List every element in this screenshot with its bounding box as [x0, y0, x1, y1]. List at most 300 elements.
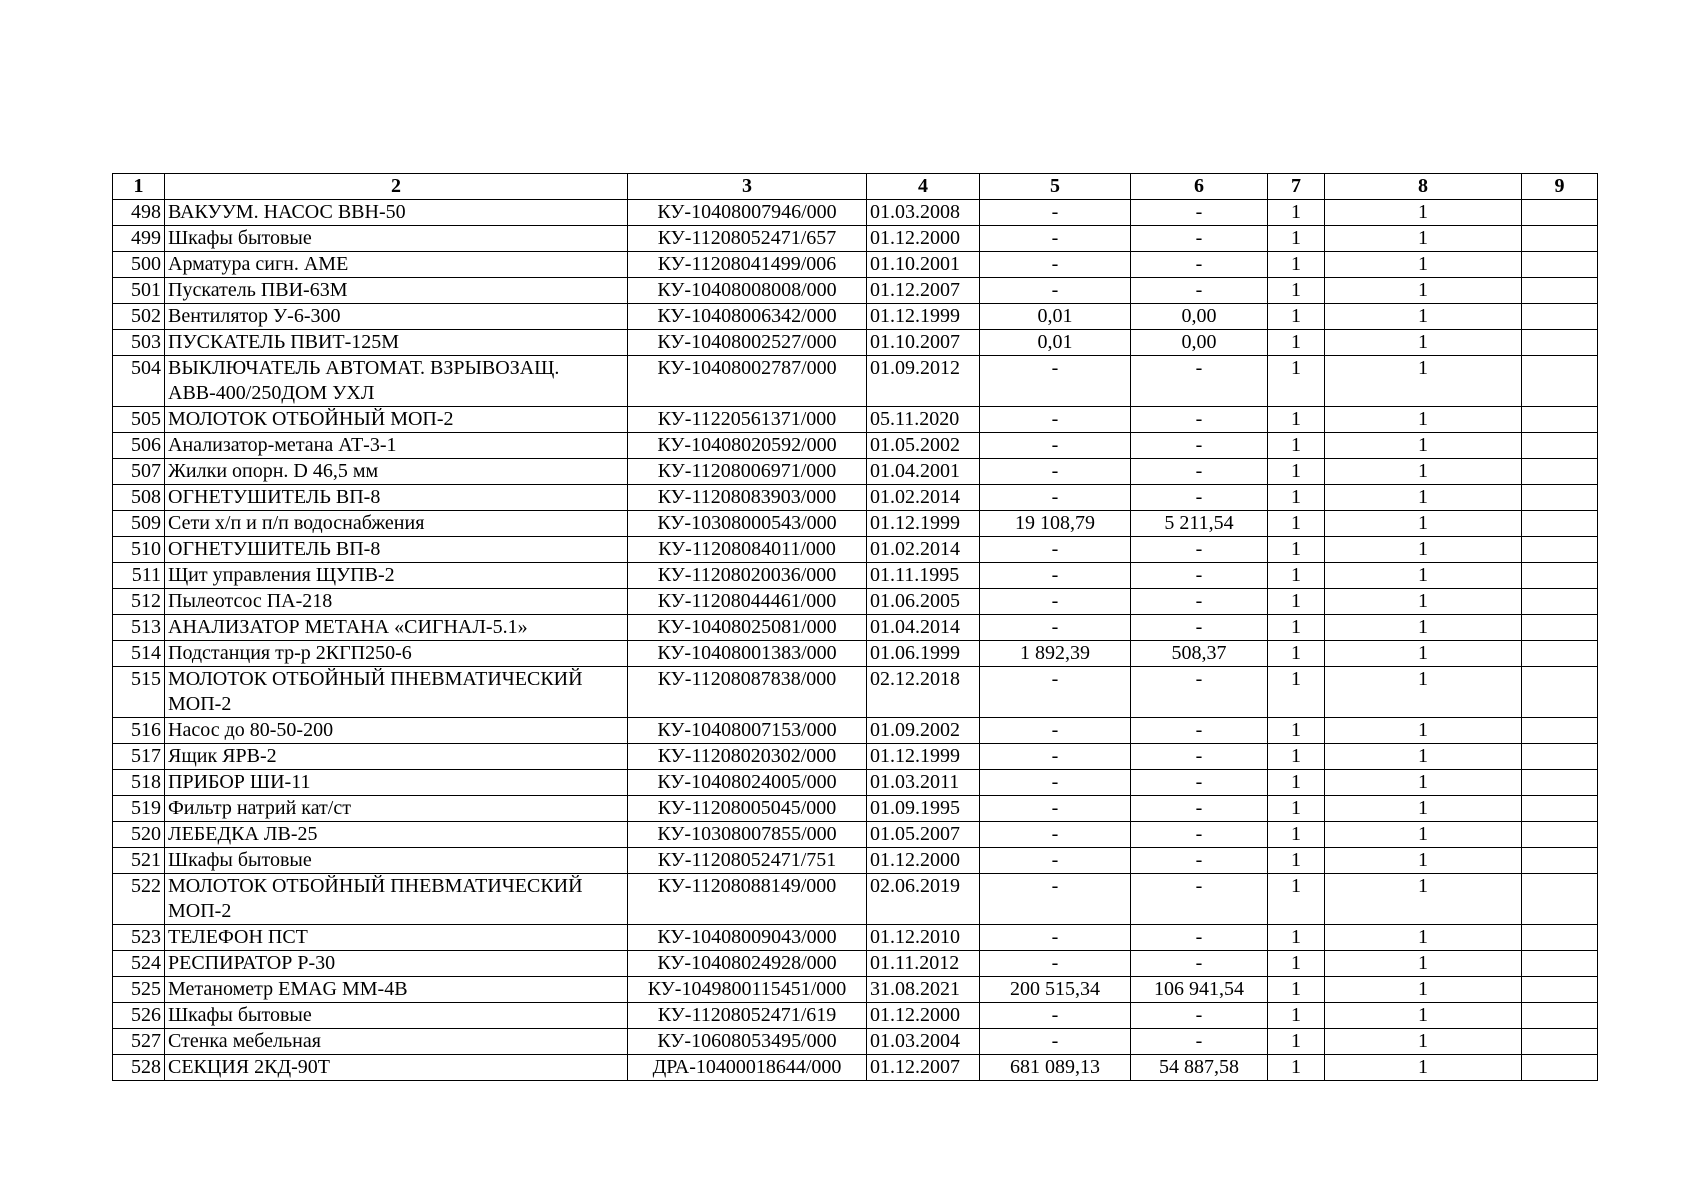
table-row	[113, 278, 1598, 304]
date-cell: 31.08.2021	[867, 977, 980, 1003]
value-col6-cell: -	[1131, 589, 1268, 615]
item-name-cell: Фильтр натрий кат/ст	[165, 796, 628, 822]
item-name-cell: ПРИБОР ШИ-11	[165, 770, 628, 796]
quantity-col7-cell: 1	[1268, 563, 1325, 589]
row-number-cell: 516	[113, 718, 165, 744]
value-col6-cell: -	[1131, 848, 1268, 874]
note-col9-cell	[1522, 278, 1598, 304]
asset-register-table	[112, 173, 1598, 1081]
table-row	[113, 744, 1598, 770]
value-col5-cell: 1 892,39	[980, 641, 1131, 667]
table-row	[113, 252, 1598, 278]
row-number-cell: 518	[113, 770, 165, 796]
table-row	[113, 537, 1598, 563]
row-number-cell: 507	[113, 459, 165, 485]
note-col9-cell	[1522, 925, 1598, 951]
value-col5-cell: -	[980, 667, 1131, 718]
value-col5-cell: -	[980, 589, 1131, 615]
value-col5-cell: -	[980, 744, 1131, 770]
value-col5-cell: 19 108,79	[980, 511, 1131, 537]
inventory-code-cell: КУ-11208020036/000	[628, 563, 867, 589]
column-header: 1	[113, 174, 165, 200]
date-cell: 01.09.2012	[867, 356, 980, 407]
row-number-cell: 502	[113, 304, 165, 330]
item-name-cell: Шкафы бытовые	[165, 1003, 628, 1029]
item-name-cell: ТЕЛЕФОН ПСТ	[165, 925, 628, 951]
item-name-cell: Сети х/п и п/п водоснабжения	[165, 511, 628, 537]
note-col9-cell	[1522, 330, 1598, 356]
value-col6-cell: -	[1131, 485, 1268, 511]
note-col9-cell	[1522, 951, 1598, 977]
value-col5-cell: -	[980, 537, 1131, 563]
quantity-col8-cell: 1	[1325, 822, 1522, 848]
date-cell: 01.03.2004	[867, 1029, 980, 1055]
quantity-col7-cell: 1	[1268, 226, 1325, 252]
item-name-cell: Жилки опорн. D 46,5 мм	[165, 459, 628, 485]
inventory-code-cell: КУ-10408009043/000	[628, 925, 867, 951]
quantity-col7-cell: 1	[1268, 1055, 1325, 1081]
inventory-code-cell: КУ-11208020302/000	[628, 744, 867, 770]
row-number-cell: 527	[113, 1029, 165, 1055]
value-col5-cell: -	[980, 252, 1131, 278]
value-col5-cell: -	[980, 925, 1131, 951]
table-row	[113, 485, 1598, 511]
quantity-col8-cell: 1	[1325, 278, 1522, 304]
item-name-cell: Ящик ЯРВ-2	[165, 744, 628, 770]
quantity-col7-cell: 1	[1268, 796, 1325, 822]
value-col5-cell: 0,01	[980, 304, 1131, 330]
date-cell: 05.11.2020	[867, 407, 980, 433]
inventory-code-cell: КУ-11208088149/000	[628, 874, 867, 925]
note-col9-cell	[1522, 641, 1598, 667]
table-body	[113, 200, 1598, 1081]
date-cell: 01.06.1999	[867, 641, 980, 667]
inventory-code-cell: КУ-11208087838/000	[628, 667, 867, 718]
quantity-col8-cell: 1	[1325, 667, 1522, 718]
note-col9-cell	[1522, 848, 1598, 874]
date-cell: 01.04.2001	[867, 459, 980, 485]
value-col5-cell: -	[980, 718, 1131, 744]
value-col6-cell: 508,37	[1131, 641, 1268, 667]
item-name-cell: Пускатель ПВИ-63М	[165, 278, 628, 304]
value-col6-cell: -	[1131, 718, 1268, 744]
date-cell: 01.12.1999	[867, 304, 980, 330]
table-row	[113, 200, 1598, 226]
quantity-col7-cell: 1	[1268, 200, 1325, 226]
quantity-col8-cell: 1	[1325, 537, 1522, 563]
quantity-col8-cell: 1	[1325, 563, 1522, 589]
value-col6-cell: 0,00	[1131, 304, 1268, 330]
value-col6-cell: -	[1131, 226, 1268, 252]
value-col6-cell: -	[1131, 822, 1268, 848]
quantity-col8-cell: 1	[1325, 459, 1522, 485]
row-number-cell: 511	[113, 563, 165, 589]
note-col9-cell	[1522, 356, 1598, 407]
value-col6-cell: -	[1131, 770, 1268, 796]
quantity-col8-cell: 1	[1325, 589, 1522, 615]
row-number-cell: 526	[113, 1003, 165, 1029]
value-col6-cell: -	[1131, 925, 1268, 951]
date-cell: 01.11.1995	[867, 563, 980, 589]
column-header: 6	[1131, 174, 1268, 200]
value-col5-cell: -	[980, 770, 1131, 796]
table-row	[113, 874, 1598, 925]
date-cell: 01.12.1999	[867, 511, 980, 537]
inventory-code-cell: КУ-11220561371/000	[628, 407, 867, 433]
quantity-col8-cell: 1	[1325, 356, 1522, 407]
value-col6-cell: 5 211,54	[1131, 511, 1268, 537]
item-name-cell: ВАКУУМ. НАСОС ВВН-50	[165, 200, 628, 226]
date-cell: 01.10.2001	[867, 252, 980, 278]
table-row	[113, 848, 1598, 874]
quantity-col8-cell: 1	[1325, 330, 1522, 356]
row-number-cell: 504	[113, 356, 165, 407]
value-col6-cell: -	[1131, 433, 1268, 459]
note-col9-cell	[1522, 485, 1598, 511]
quantity-col7-cell: 1	[1268, 278, 1325, 304]
value-col5-cell: -	[980, 226, 1131, 252]
row-number-cell: 524	[113, 951, 165, 977]
table-row	[113, 330, 1598, 356]
value-col5-cell: 681 089,13	[980, 1055, 1131, 1081]
quantity-col8-cell: 1	[1325, 252, 1522, 278]
inventory-code-cell: КУ-10408002787/000	[628, 356, 867, 407]
value-col5-cell: -	[980, 485, 1131, 511]
value-col5-cell: -	[980, 615, 1131, 641]
row-number-cell: 521	[113, 848, 165, 874]
quantity-col7-cell: 1	[1268, 1003, 1325, 1029]
column-header: 4	[867, 174, 980, 200]
value-col5-cell: -	[980, 278, 1131, 304]
date-cell: 01.03.2011	[867, 770, 980, 796]
table-row	[113, 563, 1598, 589]
row-number-cell: 517	[113, 744, 165, 770]
table-row	[113, 925, 1598, 951]
value-col5-cell: -	[980, 796, 1131, 822]
value-col6-cell: -	[1131, 1029, 1268, 1055]
note-col9-cell	[1522, 200, 1598, 226]
quantity-col7-cell: 1	[1268, 667, 1325, 718]
table-row	[113, 459, 1598, 485]
table-row	[113, 589, 1598, 615]
table-row	[113, 356, 1598, 407]
row-number-cell: 528	[113, 1055, 165, 1081]
date-cell: 01.12.2010	[867, 925, 980, 951]
note-col9-cell	[1522, 1003, 1598, 1029]
date-cell: 01.03.2008	[867, 200, 980, 226]
note-col9-cell	[1522, 822, 1598, 848]
quantity-col7-cell: 1	[1268, 977, 1325, 1003]
value-col6-cell: 106 941,54	[1131, 977, 1268, 1003]
inventory-code-cell: КУ-10408025081/000	[628, 615, 867, 641]
value-col5-cell: 0,01	[980, 330, 1131, 356]
row-number-cell: 512	[113, 589, 165, 615]
inventory-code-cell: КУ-11208052471/657	[628, 226, 867, 252]
value-col5-cell: -	[980, 433, 1131, 459]
inventory-code-cell: КУ-10408007946/000	[628, 200, 867, 226]
value-col5-cell: -	[980, 1003, 1131, 1029]
date-cell: 02.06.2019	[867, 874, 980, 925]
quantity-col8-cell: 1	[1325, 1029, 1522, 1055]
date-cell: 01.12.2007	[867, 278, 980, 304]
column-header: 9	[1522, 174, 1598, 200]
quantity-col8-cell: 1	[1325, 977, 1522, 1003]
item-name-cell: РЕСПИРАТОР Р-30	[165, 951, 628, 977]
table-row	[113, 511, 1598, 537]
value-col5-cell: -	[980, 822, 1131, 848]
quantity-col8-cell: 1	[1325, 848, 1522, 874]
note-col9-cell	[1522, 770, 1598, 796]
table-row	[113, 822, 1598, 848]
value-col5-cell: -	[980, 1029, 1131, 1055]
quantity-col8-cell: 1	[1325, 485, 1522, 511]
note-col9-cell	[1522, 407, 1598, 433]
date-cell: 01.09.1995	[867, 796, 980, 822]
item-name-cell: Арматура сигн. АМЕ	[165, 252, 628, 278]
date-cell: 01.12.2000	[867, 226, 980, 252]
inventory-code-cell: КУ-10408001383/000	[628, 641, 867, 667]
date-cell: 01.10.2007	[867, 330, 980, 356]
note-col9-cell	[1522, 1029, 1598, 1055]
table-row	[113, 667, 1598, 718]
document-page	[112, 173, 1597, 1081]
note-col9-cell	[1522, 537, 1598, 563]
quantity-col7-cell: 1	[1268, 874, 1325, 925]
table-row	[113, 718, 1598, 744]
row-number-cell: 505	[113, 407, 165, 433]
date-cell: 01.12.2000	[867, 1003, 980, 1029]
quantity-col7-cell: 1	[1268, 848, 1325, 874]
row-number-cell: 503	[113, 330, 165, 356]
quantity-col7-cell: 1	[1268, 925, 1325, 951]
quantity-col8-cell: 1	[1325, 1003, 1522, 1029]
quantity-col8-cell: 1	[1325, 511, 1522, 537]
inventory-code-cell: КУ-11208052471/751	[628, 848, 867, 874]
quantity-col7-cell: 1	[1268, 459, 1325, 485]
quantity-col7-cell: 1	[1268, 641, 1325, 667]
date-cell: 01.05.2007	[867, 822, 980, 848]
item-name-cell: Подстанция тр-р 2КГП250-6	[165, 641, 628, 667]
row-number-cell: 519	[113, 796, 165, 822]
note-col9-cell	[1522, 459, 1598, 485]
inventory-code-cell: ДРА-10400018644/000	[628, 1055, 867, 1081]
date-cell: 01.06.2005	[867, 589, 980, 615]
quantity-col8-cell: 1	[1325, 951, 1522, 977]
quantity-col7-cell: 1	[1268, 718, 1325, 744]
quantity-col7-cell: 1	[1268, 330, 1325, 356]
quantity-col8-cell: 1	[1325, 433, 1522, 459]
quantity-col7-cell: 1	[1268, 252, 1325, 278]
note-col9-cell	[1522, 589, 1598, 615]
row-number-cell: 510	[113, 537, 165, 563]
item-name-cell: Щит управления ЩУПВ-2	[165, 563, 628, 589]
quantity-col8-cell: 1	[1325, 744, 1522, 770]
table-row	[113, 796, 1598, 822]
inventory-code-cell: КУ-10608053495/000	[628, 1029, 867, 1055]
inventory-code-cell: КУ-11208083903/000	[628, 485, 867, 511]
inventory-code-cell: КУ-10408007153/000	[628, 718, 867, 744]
value-col6-cell: -	[1131, 744, 1268, 770]
date-cell: 01.05.2002	[867, 433, 980, 459]
value-col6-cell: -	[1131, 459, 1268, 485]
table-row	[113, 641, 1598, 667]
item-name-cell: Пылеотсос ПА-218	[165, 589, 628, 615]
row-number-cell: 514	[113, 641, 165, 667]
value-col5-cell: -	[980, 200, 1131, 226]
quantity-col8-cell: 1	[1325, 770, 1522, 796]
value-col6-cell: -	[1131, 667, 1268, 718]
note-col9-cell	[1522, 433, 1598, 459]
value-col6-cell: -	[1131, 1003, 1268, 1029]
item-name-cell: МОЛОТОК ОТБОЙНЫЙ МОП-2	[165, 407, 628, 433]
item-name-cell: Вентилятор У-6-300	[165, 304, 628, 330]
row-number-cell: 515	[113, 667, 165, 718]
header-row	[113, 174, 1598, 200]
inventory-code-cell: КУ-11208041499/006	[628, 252, 867, 278]
item-name-cell: АНАЛИЗАТОР МЕТАНА «СИГНАЛ-5.1»	[165, 615, 628, 641]
inventory-code-cell: КУ-10408006342/000	[628, 304, 867, 330]
inventory-code-cell: КУ-11208044461/000	[628, 589, 867, 615]
row-number-cell: 522	[113, 874, 165, 925]
table-row	[113, 615, 1598, 641]
inventory-code-cell: КУ-10308000543/000	[628, 511, 867, 537]
item-name-cell: Шкафы бытовые	[165, 848, 628, 874]
quantity-col8-cell: 1	[1325, 874, 1522, 925]
value-col5-cell: -	[980, 356, 1131, 407]
column-header: 2	[165, 174, 628, 200]
note-col9-cell	[1522, 744, 1598, 770]
value-col6-cell: -	[1131, 537, 1268, 563]
row-number-cell: 499	[113, 226, 165, 252]
note-col9-cell	[1522, 977, 1598, 1003]
quantity-col7-cell: 1	[1268, 770, 1325, 796]
date-cell: 01.12.1999	[867, 744, 980, 770]
value-col6-cell: -	[1131, 615, 1268, 641]
value-col6-cell: 0,00	[1131, 330, 1268, 356]
date-cell: 01.04.2014	[867, 615, 980, 641]
inventory-code-cell: КУ-10408020592/000	[628, 433, 867, 459]
quantity-col7-cell: 1	[1268, 589, 1325, 615]
table-row	[113, 977, 1598, 1003]
date-cell: 01.09.2002	[867, 718, 980, 744]
quantity-col8-cell: 1	[1325, 641, 1522, 667]
item-name-cell: МОЛОТОК ОТБОЙНЫЙ ПНЕВМАТИЧЕСКИЙ МОП-2	[165, 874, 628, 925]
item-name-cell: Насос до 80-50-200	[165, 718, 628, 744]
value-col6-cell: -	[1131, 278, 1268, 304]
value-col5-cell: -	[980, 563, 1131, 589]
value-col6-cell: -	[1131, 356, 1268, 407]
inventory-code-cell: КУ-1049800115451/000	[628, 977, 867, 1003]
inventory-code-cell: КУ-11208005045/000	[628, 796, 867, 822]
quantity-col7-cell: 1	[1268, 407, 1325, 433]
column-header: 7	[1268, 174, 1325, 200]
table-row	[113, 1003, 1598, 1029]
quantity-col7-cell: 1	[1268, 356, 1325, 407]
item-name-cell: ОГНЕТУШИТЕЛЬ ВП-8	[165, 485, 628, 511]
value-col5-cell: -	[980, 848, 1131, 874]
value-col5-cell: -	[980, 459, 1131, 485]
column-header: 3	[628, 174, 867, 200]
date-cell: 01.12.2000	[867, 848, 980, 874]
table-row	[113, 1029, 1598, 1055]
item-name-cell: ВЫКЛЮЧАТЕЛЬ АВТОМАТ. ВЗРЫВОЗАЩ. АВВ-400/250ДОМ УХЛ	[165, 356, 628, 407]
column-header: 5	[980, 174, 1131, 200]
item-name-cell: МОЛОТОК ОТБОЙНЫЙ ПНЕВМАТИЧЕСКИЙ МОП-2	[165, 667, 628, 718]
quantity-col7-cell: 1	[1268, 951, 1325, 977]
quantity-col8-cell: 1	[1325, 304, 1522, 330]
table-row	[113, 951, 1598, 977]
item-name-cell: ЛЕБЕДКА ЛВ-25	[165, 822, 628, 848]
value-col6-cell: -	[1131, 252, 1268, 278]
column-header: 8	[1325, 174, 1522, 200]
note-col9-cell	[1522, 718, 1598, 744]
inventory-code-cell: КУ-10408008008/000	[628, 278, 867, 304]
value-col6-cell: -	[1131, 200, 1268, 226]
row-number-cell: 500	[113, 252, 165, 278]
quantity-col8-cell: 1	[1325, 615, 1522, 641]
date-cell: 01.02.2014	[867, 537, 980, 563]
quantity-col8-cell: 1	[1325, 925, 1522, 951]
quantity-col7-cell: 1	[1268, 615, 1325, 641]
note-col9-cell	[1522, 252, 1598, 278]
table-row	[113, 407, 1598, 433]
item-name-cell: Метанометр EMAG MM-4B	[165, 977, 628, 1003]
item-name-cell: ОГНЕТУШИТЕЛЬ ВП-8	[165, 537, 628, 563]
inventory-code-cell: КУ-10308007855/000	[628, 822, 867, 848]
date-cell: 01.02.2014	[867, 485, 980, 511]
table-row	[113, 1055, 1598, 1081]
quantity-col7-cell: 1	[1268, 1029, 1325, 1055]
note-col9-cell	[1522, 796, 1598, 822]
value-col5-cell: -	[980, 407, 1131, 433]
note-col9-cell	[1522, 667, 1598, 718]
row-number-cell: 498	[113, 200, 165, 226]
row-number-cell: 523	[113, 925, 165, 951]
quantity-col7-cell: 1	[1268, 304, 1325, 330]
item-name-cell: ПУСКАТЕЛЬ ПВИТ-125М	[165, 330, 628, 356]
value-col6-cell: -	[1131, 951, 1268, 977]
row-number-cell: 508	[113, 485, 165, 511]
value-col6-cell: 54 887,58	[1131, 1055, 1268, 1081]
row-number-cell: 513	[113, 615, 165, 641]
note-col9-cell	[1522, 874, 1598, 925]
inventory-code-cell: КУ-11208052471/619	[628, 1003, 867, 1029]
quantity-col8-cell: 1	[1325, 200, 1522, 226]
quantity-col7-cell: 1	[1268, 744, 1325, 770]
inventory-code-cell: КУ-11208084011/000	[628, 537, 867, 563]
row-number-cell: 501	[113, 278, 165, 304]
quantity-col8-cell: 1	[1325, 407, 1522, 433]
value-col6-cell: -	[1131, 407, 1268, 433]
quantity-col8-cell: 1	[1325, 718, 1522, 744]
value-col6-cell: -	[1131, 874, 1268, 925]
item-name-cell: СЕКЦИЯ 2КД-90Т	[165, 1055, 628, 1081]
inventory-code-cell: КУ-10408024928/000	[628, 951, 867, 977]
quantity-col8-cell: 1	[1325, 226, 1522, 252]
row-number-cell: 509	[113, 511, 165, 537]
value-col5-cell: -	[980, 951, 1131, 977]
quantity-col7-cell: 1	[1268, 822, 1325, 848]
value-col5-cell: -	[980, 874, 1131, 925]
row-number-cell: 520	[113, 822, 165, 848]
date-cell: 01.12.2007	[867, 1055, 980, 1081]
quantity-col7-cell: 1	[1268, 485, 1325, 511]
quantity-col7-cell: 1	[1268, 511, 1325, 537]
inventory-code-cell: КУ-11208006971/000	[628, 459, 867, 485]
row-number-cell: 506	[113, 433, 165, 459]
item-name-cell: Шкафы бытовые	[165, 226, 628, 252]
inventory-code-cell: КУ-10408024005/000	[628, 770, 867, 796]
